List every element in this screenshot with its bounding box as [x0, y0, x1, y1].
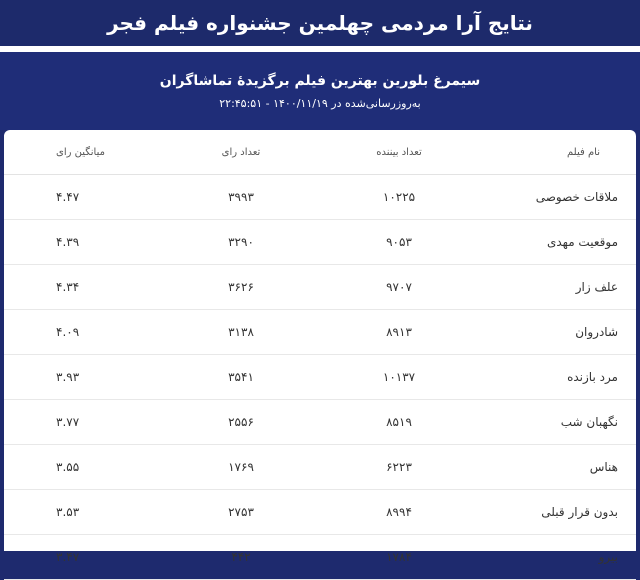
vote-count: ۱۷۶۹	[162, 445, 320, 490]
average-rating: ۳.۵۵	[4, 445, 162, 490]
page-title: نتایج آرا مردمی چهلمین جشنواره فیلم فجر	[107, 11, 533, 35]
viewer-count: ۸۵۱۹	[320, 400, 478, 445]
table-row	[4, 220, 636, 265]
film-name: ملاقات خصوصی	[478, 175, 636, 220]
award-subtitle: سیمرغ بلورین بهترین فیلم برگزیدهٔ تماشاگران	[159, 72, 481, 89]
vote-count: ۲۵۵۶	[162, 400, 320, 445]
table-row	[4, 265, 636, 310]
average-rating: ۳.۵۳	[4, 490, 162, 535]
viewer-count: ۱۰۱۳۷	[320, 355, 478, 400]
average-rating: ۳.۹۳	[4, 355, 162, 400]
film-name: موقعیت مهدی	[478, 220, 636, 265]
average-rating: ۴.۳۹	[4, 220, 162, 265]
film-name: بدون قرار قبلی	[478, 490, 636, 535]
viewer-count: ۹۰۵۳	[320, 220, 478, 265]
table-row	[4, 310, 636, 355]
results-table-container	[4, 130, 636, 564]
viewer-count: ۹۷۰۷	[320, 265, 478, 310]
film-name: بیرو	[478, 535, 636, 580]
results-table	[4, 130, 636, 580]
table-row	[4, 490, 636, 535]
vote-count: ۳۵۴۱	[162, 355, 320, 400]
last-updated-timestamp: به‌روزرسانی‌شده در ۱۴۰۰/۱۱/۱۹ - ۲۲:۴۵:۵۱	[219, 96, 421, 110]
table-row	[4, 535, 636, 580]
film-name: مرد بازنده	[478, 355, 636, 400]
average-rating: ۴.۰۹	[4, 310, 162, 355]
viewer-count: ۸۹۹۴	[320, 490, 478, 535]
film-name: هناس	[478, 445, 636, 490]
average-rating: ۴.۴۷	[4, 175, 162, 220]
vote-count: ۳۱۳۸	[162, 310, 320, 355]
vote-count: ۳۶۲۶	[162, 265, 320, 310]
viewer-count: ۶۲۲۳	[320, 445, 478, 490]
vote-count: ۴۴۲	[162, 535, 320, 580]
vote-count: ۳۹۹۳	[162, 175, 320, 220]
vote-count: ۲۷۵۳	[162, 490, 320, 535]
film-name: نگهبان شب	[478, 400, 636, 445]
column-header-votes[interactable]: تعداد رای	[162, 130, 320, 175]
film-name: علف زار	[478, 265, 636, 310]
column-header-film[interactable]: نام فیلم	[478, 130, 636, 175]
table-header-row	[4, 130, 636, 175]
vote-count: ۳۲۹۰	[162, 220, 320, 265]
column-header-viewers[interactable]: تعداد بیننده	[320, 130, 478, 175]
table-row	[4, 445, 636, 490]
viewer-count: ۸۹۱۳	[320, 310, 478, 355]
results-subheader	[0, 52, 640, 130]
page-header	[0, 0, 640, 46]
film-name: شادروان	[478, 310, 636, 355]
column-header-average[interactable]: میانگین رای	[4, 130, 162, 175]
viewer-count: ۱۰۲۲۵	[320, 175, 478, 220]
table-row	[4, 400, 636, 445]
table-row	[4, 355, 636, 400]
average-rating: ۳.۷۷	[4, 400, 162, 445]
table-row	[4, 175, 636, 220]
average-rating: ۴.۳۴	[4, 265, 162, 310]
average-rating: ۳.۴۷	[4, 535, 162, 580]
viewer-count: ۱۷۸۴	[320, 535, 478, 580]
